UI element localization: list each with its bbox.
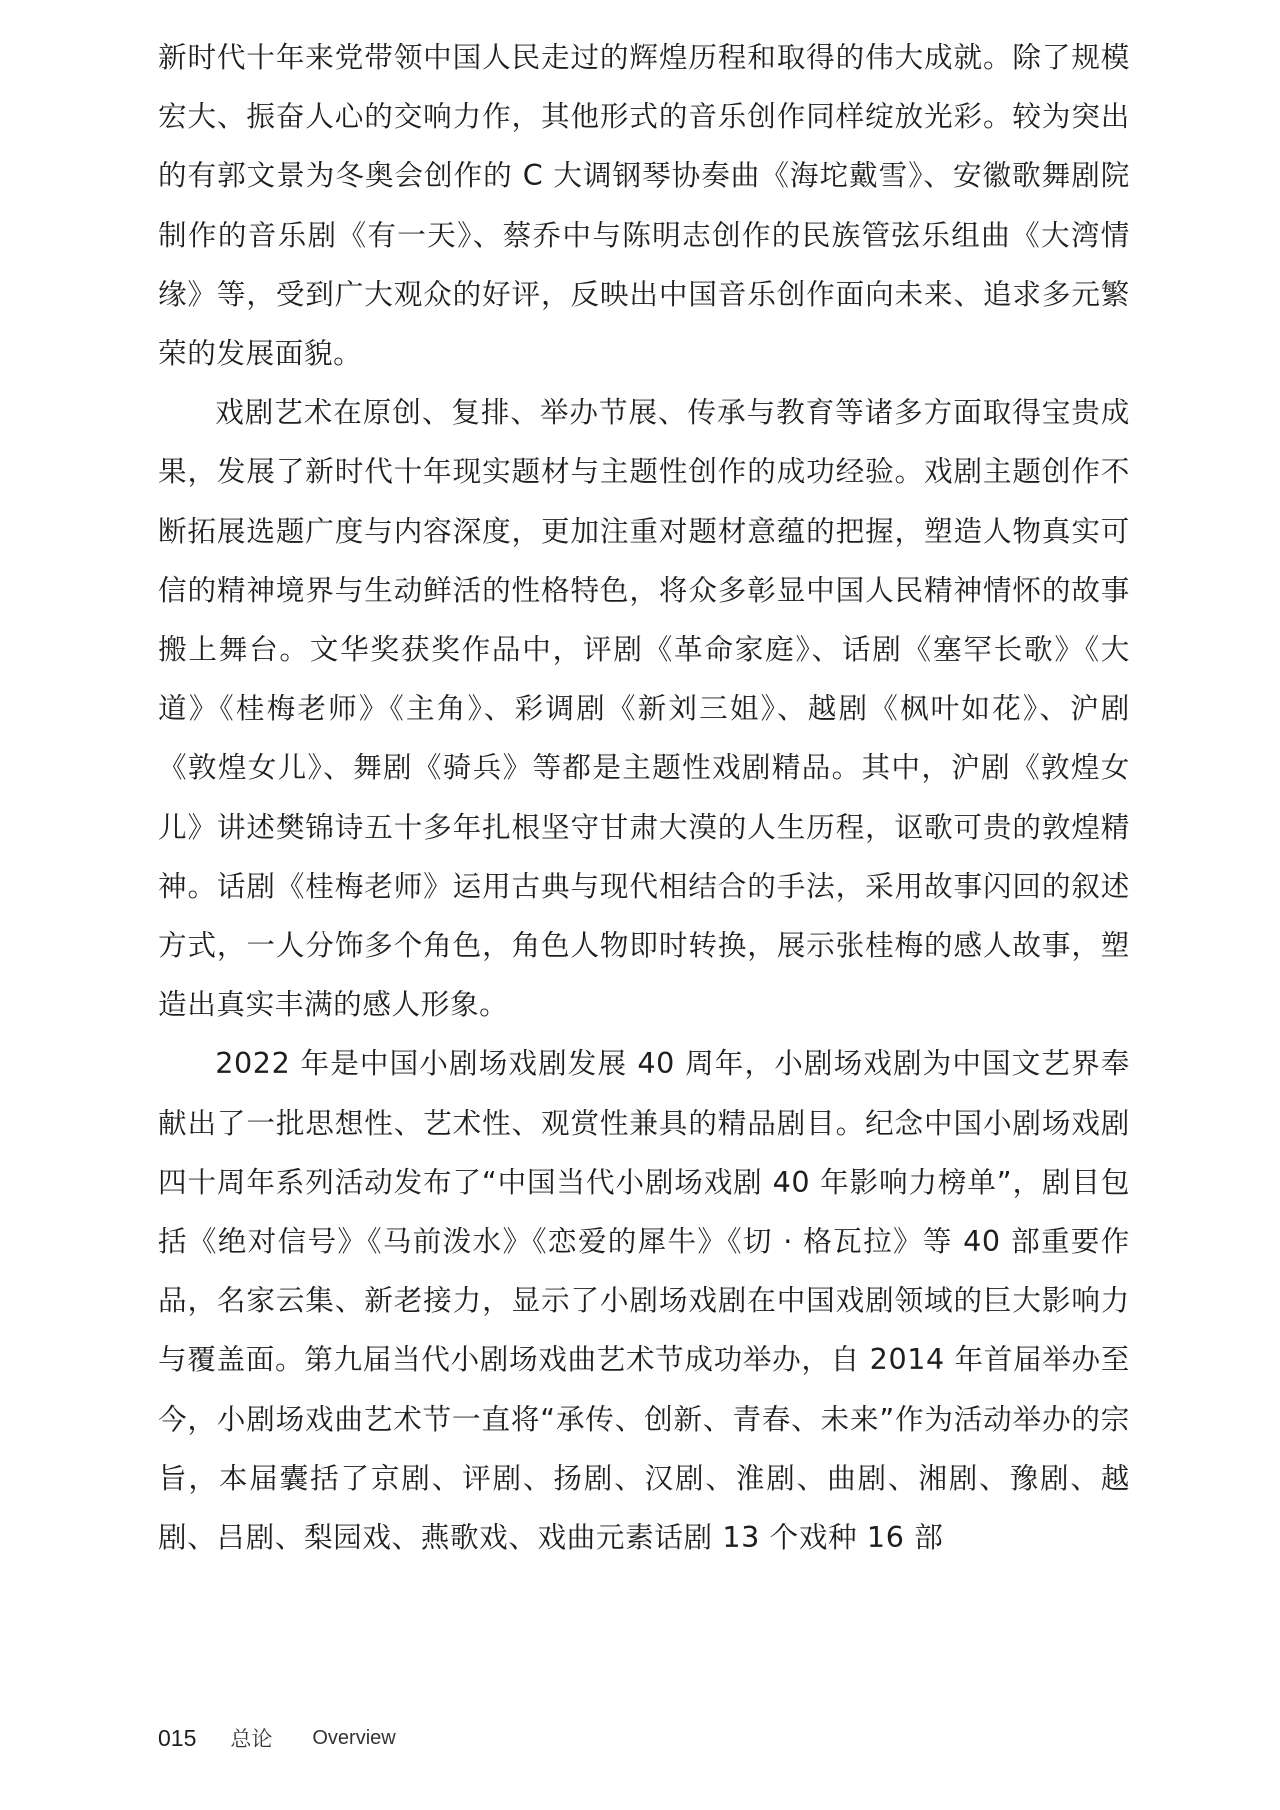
paragraph-continued: 新时代十年来党带领中国人民走过的辉煌历程和取得的伟大成就。除了规模宏大、振奋人心的交响力作，其他形式的音乐创作同样绽放光彩。较为突出的有郭文景为冬奥会创作的 C 大调钢琴协奏曲《海坨戴雪》、安徽歌舞剧院制作的音乐剧《有一天》、蔡乔中与陈明志创作的民族管弦乐组曲《大湾情缘》等，受到广大观众的好评，反映出中国音乐创作面向未来、追求多元繁荣的发展面貌。 xyxy=(158,40,1130,371)
paragraph-drama: 戏剧艺术在原创、复排、举办节展、传承与教育等诸多方面取得宝贵成果，发展了新时代十年现实题材与主题性创作的成功经验。戏剧主题创作不断拓展选题广度与内容深度，更加注重对题材意蕴的把握，塑造人物真实可信的精神境界与生动鲜活的性格特色，将众多彰显中国人民精神情怀的故事搬上舞台。文华奖获奖作品中，评剧《革命家庭》、话剧《塞罕长歌》《大道》《桂梅老师》《主角》、彩调剧《新刘三姐》、越剧《枫叶如花》、沪剧《敦煌女儿》、舞剧《骑兵》等都是主题性戏剧精品。其中，沪剧《敦煌女儿》讲述樊锦诗五十多年扎根坚守甘肃大漠的人生历程，讴歌可贵的敦煌精神。话剧《桂梅老师》运用古典与现代相结合的手法，采用故事闪回的叙述方式，一人分饰多个角色，角色人物即时转换，展示张桂梅的感人故事，塑造出真实丰满的感人形象。 xyxy=(158,395,1130,1022)
paragraph-small-theatre: 2022 年是中国小剧场戏剧发展 40 周年，小剧场戏剧为中国文艺界奉献出了一批思想性、艺术性、观赏性兼具的精品剧目。纪念中国小剧场戏剧四十周年系列活动发布了“中国当代小剧场戏剧 40 年影响力榜单”，剧目包括《绝对信号》《马前泼水》《恋爱的犀牛》《切 · 格瓦拉》等 40 部重要作品，名家云集、新老接力，显示了小剧场戏剧在中国戏剧领域的巨大影响力与覆盖面。第九届当代小剧场戏曲艺术节成功举办，自 2014 年首届举办至今，小剧场戏曲艺术节一直将“承传、创新、青春、未来”作为活动举办的宗旨，本届囊括了京剧、评剧、扬剧、汉剧、淮剧、曲剧、湘剧、豫剧、越剧、吕剧、梨园戏、燕歌戏、戏曲元素话剧 13 个戏种 16 部 xyxy=(158,1046,1130,1555)
page-number: 015 xyxy=(158,1724,197,1751)
section-title-chinese: 总论 xyxy=(230,1727,273,1751)
section-title-english: Overview xyxy=(312,1726,396,1749)
body-text xyxy=(158,28,1130,1567)
page-footer xyxy=(158,1720,396,1756)
